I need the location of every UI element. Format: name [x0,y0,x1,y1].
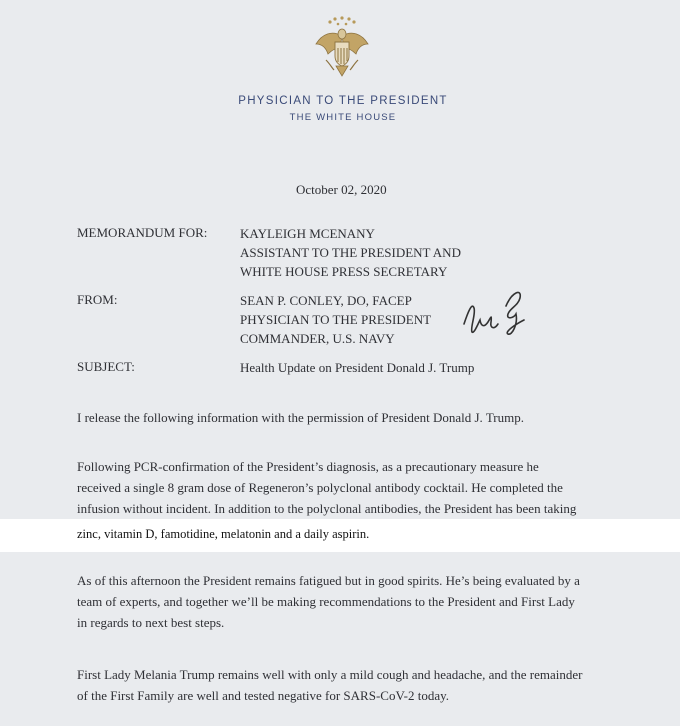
memorandum-for-label: MEMORANDUM FOR: [77,225,208,240]
subject-text: Health Update on President Donald J. Trump [240,360,475,375]
from-sender: SEAN P. CONLEY, DO, FACEP PHYSICIAN TO THE PRESIDENT COMMANDER, U.S. NAVY [240,293,432,346]
letterhead-title: PHYSICIAN TO THE PRESIDENT [238,95,448,107]
paragraph-condition: As of this afternoon the President remains fatigued but in good spirits. He’s being evaluated by a team of experts, and together we’ll be making recommendations to the President and First Lady in regards to next best steps. [77,573,580,630]
letterhead-subtitle: THE WHITE HOUSE [289,112,397,123]
subject-label: SUBJECT: [77,359,135,374]
paragraph-permission: I release the following information with the permission of President Donald J. Trump. [77,410,524,425]
memorandum-for-recipient: KAYLEIGH MCENANY ASSISTANT TO THE PRESIDENT AND WHITE HOUSE PRESS SECRETARY [240,226,461,279]
paragraph-first-family: First Lady Melania Trump remains well with only a mild cough and headache, and the remainder of the First Family are well and tested negative for SARS-CoV-2 today. [77,667,583,703]
memo-date: October 02, 2020 [296,182,387,197]
highlighted-medications: zinc, vitamin D, famotidine, melatonin and a daily aspirin. [77,527,370,541]
from-label: FROM: [77,292,118,307]
signature-icon [458,284,538,342]
presidential-seal-icon [312,14,372,82]
paragraph-treatment: Following PCR-confirmation of the President’s diagnosis, as a precautionary measure he received a single 8 gram dose of Regeneron’s polyclonal antibody cocktail. He completed the infusion without incident. In addition to the polyclonal antibodies, the President has been taking [77,459,577,516]
